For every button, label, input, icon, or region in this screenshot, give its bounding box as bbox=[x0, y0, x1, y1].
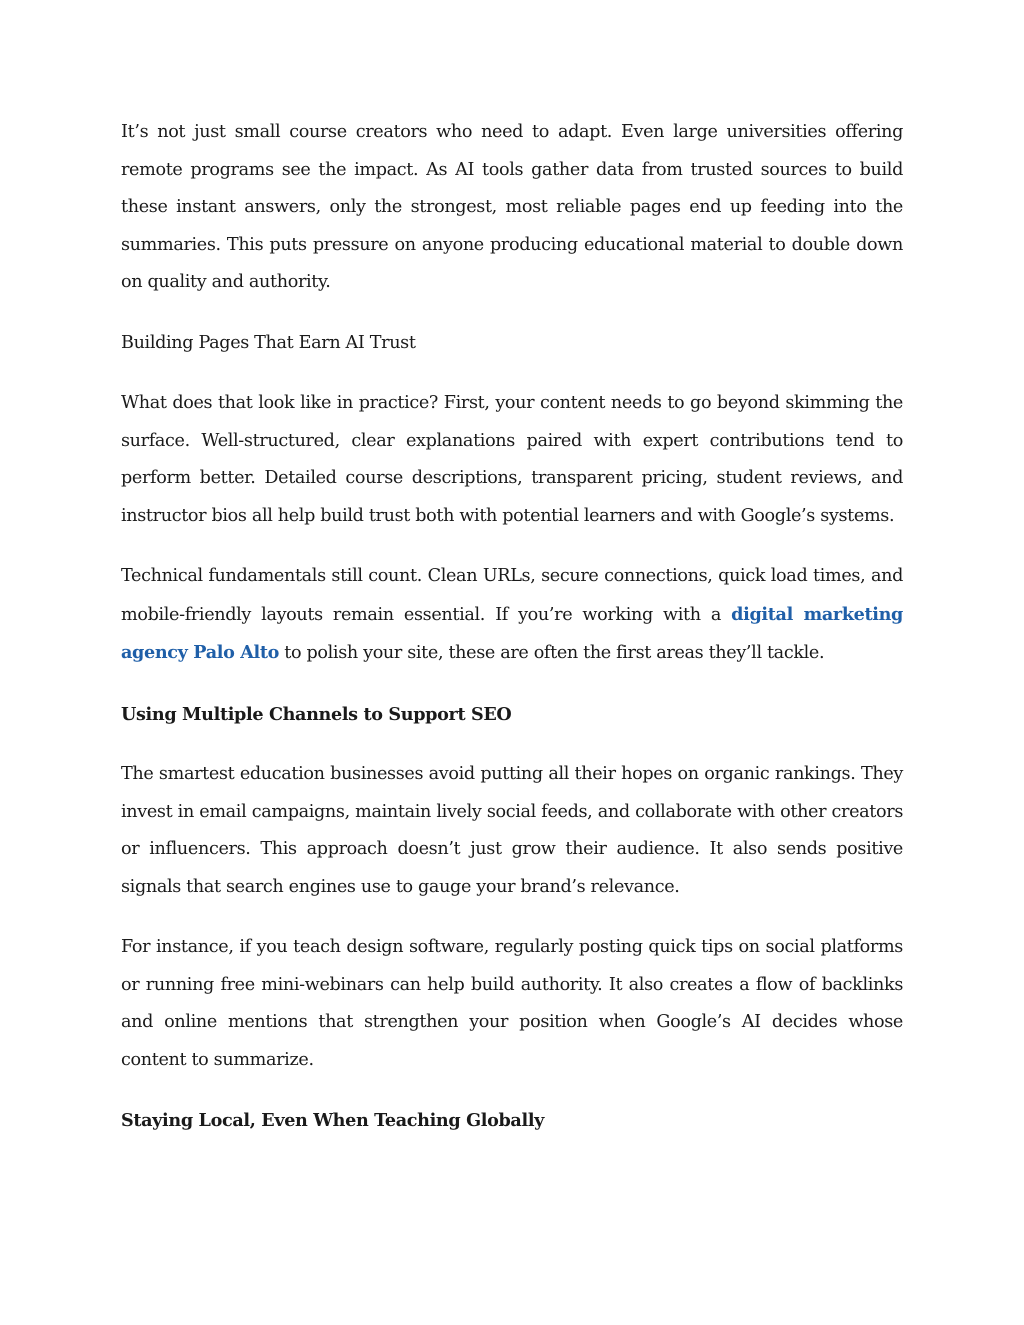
paragraph-technical-after: to polish your site, these are often the first areas they’ll tackle. bbox=[279, 643, 825, 663]
paragraph-universities: It’s not just small course creators who need to adapt. Even large universities offering remote programs see the impact. As AI tools gather data from trusted sources to build these instant answers, only the strongest, most reliable pages end up feeding into the summaries. This puts pressure on anyone producing educational material to double down on quality and authority. bbox=[121, 122, 903, 292]
agency-link[interactable]: digital marketing agency Palo Alto bbox=[121, 603, 904, 663]
paragraph-technical bbox=[121, 558, 903, 673]
heading-multiple-channels: Using Multiple Channels to Support SEO bbox=[121, 703, 512, 725]
paragraph-practice: What does that look like in practice? First, your content needs to go beyond skimming the surface. Well-structured, clear explanations paired with expert contributions tend to perform better. Detailed course descriptions, transparent pricing, student reviews, and instructor bios all help build trust both with potential learners and with Google’s systems. bbox=[121, 393, 903, 526]
paragraph-smartest: The smartest education businesses avoid putting all their hopes on organic rankings. They invest in email campaigns, maintain lively social feeds, and collaborate with other creators or influencers. This approach doesn’t just grow their audience. It also sends positive signals that search engines use to gauge your brand’s relevance. bbox=[121, 764, 903, 897]
paragraph-for-instance: For instance, if you teach design software, regularly posting quick tips on social platforms or running free mini-webinars can help build authority. It also creates a flow of backlinks and online mentions that strengthen your position when Google’s AI decides whose content to summarize. bbox=[121, 937, 903, 1070]
document-page bbox=[121, 114, 903, 1140]
heading-staying-local: Staying Local, Even When Teaching Globally bbox=[121, 1110, 545, 1131]
heading-building-pages: Building Pages That Earn AI Trust bbox=[121, 332, 416, 353]
paragraph-technical-before: Technical fundamentals still count. Clean URLs, secure connections, quick load times, and mobile-friendly layouts remain essential. If you’re working with a bbox=[121, 566, 903, 625]
